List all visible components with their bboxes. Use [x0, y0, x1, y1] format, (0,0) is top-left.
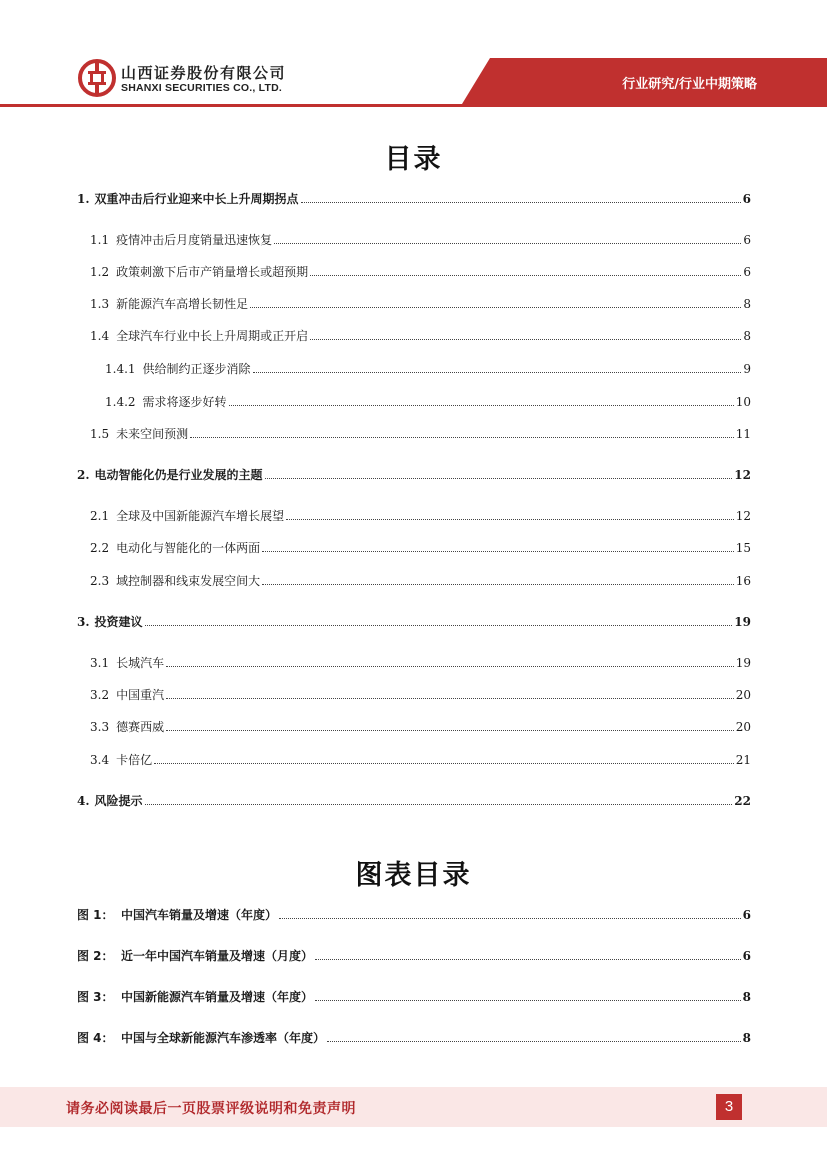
- dot-leader: [145, 803, 733, 805]
- toc-entry-number: 2.1: [90, 509, 110, 523]
- toc-entry-number: 3.4: [90, 753, 110, 767]
- dot-leader: [265, 477, 733, 479]
- dot-leader: [262, 583, 734, 585]
- dot-leader: [229, 404, 734, 406]
- figure-entry-page: 8: [742, 1031, 751, 1045]
- toc-entry[interactable]: [77, 468, 751, 482]
- toc-entry-text: 双重冲击后行业迎来中长上升周期拐点: [94, 192, 299, 206]
- toc-entry[interactable]: [77, 615, 751, 629]
- toc-entry[interactable]: [90, 688, 751, 702]
- toc-entry-page: 20: [735, 688, 751, 702]
- toc-entry-text: 投资建议: [94, 615, 143, 629]
- toc-entry-text: 新能源汽车高增长韧性足: [116, 297, 249, 311]
- toc-entry[interactable]: [90, 297, 751, 311]
- dot-leader: [166, 665, 734, 667]
- figure-entry-number: 图 2：: [77, 949, 114, 963]
- company-name-cn: 山西证券股份有限公司: [121, 64, 287, 82]
- toc-entry-number: 4.: [77, 794, 90, 808]
- page-footer: [0, 1087, 827, 1127]
- figure-entry[interactable]: [77, 990, 751, 1004]
- figure-entry[interactable]: [77, 1031, 751, 1045]
- toc-entry[interactable]: [90, 574, 751, 588]
- dot-leader: [166, 697, 734, 699]
- toc-entry-page: 6: [742, 192, 751, 206]
- toc-entry[interactable]: [90, 656, 751, 670]
- dot-leader: [279, 917, 741, 919]
- toc-entry-text: 政策刺激下后市产销量增长或超预期: [116, 265, 309, 279]
- figure-entry-text: 中国新能源汽车销量及增速（年度）: [121, 990, 314, 1004]
- toc-entry[interactable]: [105, 395, 751, 409]
- dot-leader: [262, 550, 734, 552]
- toc-entry-page: 15: [735, 541, 751, 555]
- toc-entry-page: 11: [735, 427, 751, 441]
- toc-entry-number: 1.1: [90, 233, 110, 247]
- figure-entry-number: 图 1：: [77, 908, 114, 922]
- dot-leader: [253, 371, 742, 373]
- toc-entry[interactable]: [90, 427, 751, 441]
- toc-entry-number: 1.2: [90, 265, 110, 279]
- toc-entry-page: 21: [735, 753, 751, 767]
- toc-entry-text: 电动智能化仍是行业发展的主题: [94, 468, 263, 482]
- disclaimer-notice: 请务必阅读最后一页股票评级说明和免责声明: [66, 1101, 356, 1117]
- dot-leader: [145, 624, 733, 626]
- page-header: [0, 0, 827, 110]
- figure-entry-number: 图 4：: [77, 1031, 114, 1045]
- toc-entry-text: 全球汽车行业中长上升周期或正开启: [116, 329, 309, 343]
- toc-entry-page: 22: [734, 794, 751, 808]
- toc-entry-number: 3.2: [90, 688, 110, 702]
- figure-entry-number: 图 3：: [77, 990, 114, 1004]
- figure-entry[interactable]: [77, 949, 751, 963]
- toc-entry[interactable]: [90, 753, 751, 767]
- toc-title: 目录: [384, 144, 443, 175]
- toc-entry-page: 6: [743, 233, 751, 247]
- dot-leader: [274, 242, 741, 244]
- toc-entry-number: 2.2: [90, 541, 110, 555]
- toc-entry-page: 10: [735, 395, 751, 409]
- toc-entry[interactable]: [90, 720, 751, 734]
- figure-entry-page: 6: [742, 908, 751, 922]
- toc-entry-text: 风险提示: [94, 794, 143, 808]
- toc-entry-text: 全球及中国新能源汽车增长展望: [116, 509, 285, 523]
- toc-entry-number: 1.4.2: [105, 395, 136, 409]
- toc-entry[interactable]: [105, 362, 751, 376]
- dot-leader: [286, 518, 734, 520]
- toc-entry-number: 1.3: [90, 297, 110, 311]
- toc-entry-text: 疫情冲击后月度销量迅速恢复: [116, 233, 273, 247]
- toc-entry-text: 中国重汽: [116, 688, 165, 702]
- report-category: 行业研究/行业中期策略: [622, 77, 757, 92]
- figure-entry[interactable]: [77, 908, 751, 922]
- figure-entry-page: 8: [742, 990, 751, 1004]
- toc-entry-text: 供给制约正逐步消除: [142, 362, 251, 376]
- company-name-en: SHANXI SECURITIES CO., LTD.: [121, 82, 282, 94]
- toc-entry-text: 德赛西威: [116, 720, 165, 734]
- dot-leader: [315, 958, 741, 960]
- dot-leader: [154, 762, 734, 764]
- figure-entry-text: 近一年中国汽车销量及增速（月度）: [121, 949, 314, 963]
- toc-entry-text: 域控制器和线束发展空间大: [116, 574, 261, 588]
- toc-entry[interactable]: [90, 233, 751, 247]
- toc-entry[interactable]: [90, 329, 751, 343]
- figure-entry-page: 6: [742, 949, 751, 963]
- dot-leader: [310, 274, 741, 276]
- toc-entry-text: 长城汽车: [116, 656, 165, 670]
- dot-leader: [327, 1040, 741, 1042]
- toc-entry-number: 2.3: [90, 574, 110, 588]
- toc-entry-page: 9: [743, 362, 751, 376]
- toc-entry-page: 20: [735, 720, 751, 734]
- toc-entry[interactable]: [90, 509, 751, 523]
- dot-leader: [190, 436, 734, 438]
- toc-entry-number: 1.4.1: [105, 362, 136, 376]
- toc-entry[interactable]: [77, 192, 751, 206]
- dot-leader: [166, 729, 734, 731]
- dot-leader: [250, 306, 741, 308]
- toc-entry-number: 1.5: [90, 427, 110, 441]
- toc-entry-page: 6: [743, 265, 751, 279]
- toc-entry-number: 2.: [77, 468, 90, 482]
- figure-entry-text: 中国汽车销量及增速（年度）: [121, 908, 278, 922]
- toc-entry-text: 需求将逐步好转: [142, 395, 227, 409]
- toc-entry-number: 1.: [77, 192, 90, 206]
- toc-entry-page: 12: [735, 509, 751, 523]
- toc-entry-text: 电动化与智能化的一体两面: [116, 541, 261, 555]
- page-number: 3: [716, 1094, 742, 1120]
- toc-entry-page: 19: [735, 656, 751, 670]
- toc-entry[interactable]: [77, 794, 751, 808]
- toc-entry-page: 8: [743, 329, 751, 343]
- toc-entry-page: 12: [734, 468, 751, 482]
- toc-entry-text: 未来空间预测: [116, 427, 189, 441]
- toc-entry-number: 3.1: [90, 656, 110, 670]
- toc-entry-page: 16: [735, 574, 751, 588]
- toc-entry[interactable]: [90, 541, 751, 555]
- dot-leader: [301, 201, 741, 203]
- toc-entry-number: 3.: [77, 615, 90, 629]
- shanxi-securities-logo: [77, 58, 117, 98]
- dot-leader: [310, 338, 741, 340]
- toc-entry-number: 3.3: [90, 720, 110, 734]
- figure-entry-text: 中国与全球新能源汽车渗透率（年度）: [121, 1031, 326, 1045]
- toc-entry-text: 卡倍亿: [116, 753, 153, 767]
- toc-entry-page: 19: [734, 615, 751, 629]
- dot-leader: [315, 999, 741, 1001]
- toc-entry-number: 1.4: [90, 329, 110, 343]
- figures-title: 图表目录: [355, 860, 472, 891]
- toc-entry[interactable]: [90, 265, 751, 279]
- toc-entry-page: 8: [743, 297, 751, 311]
